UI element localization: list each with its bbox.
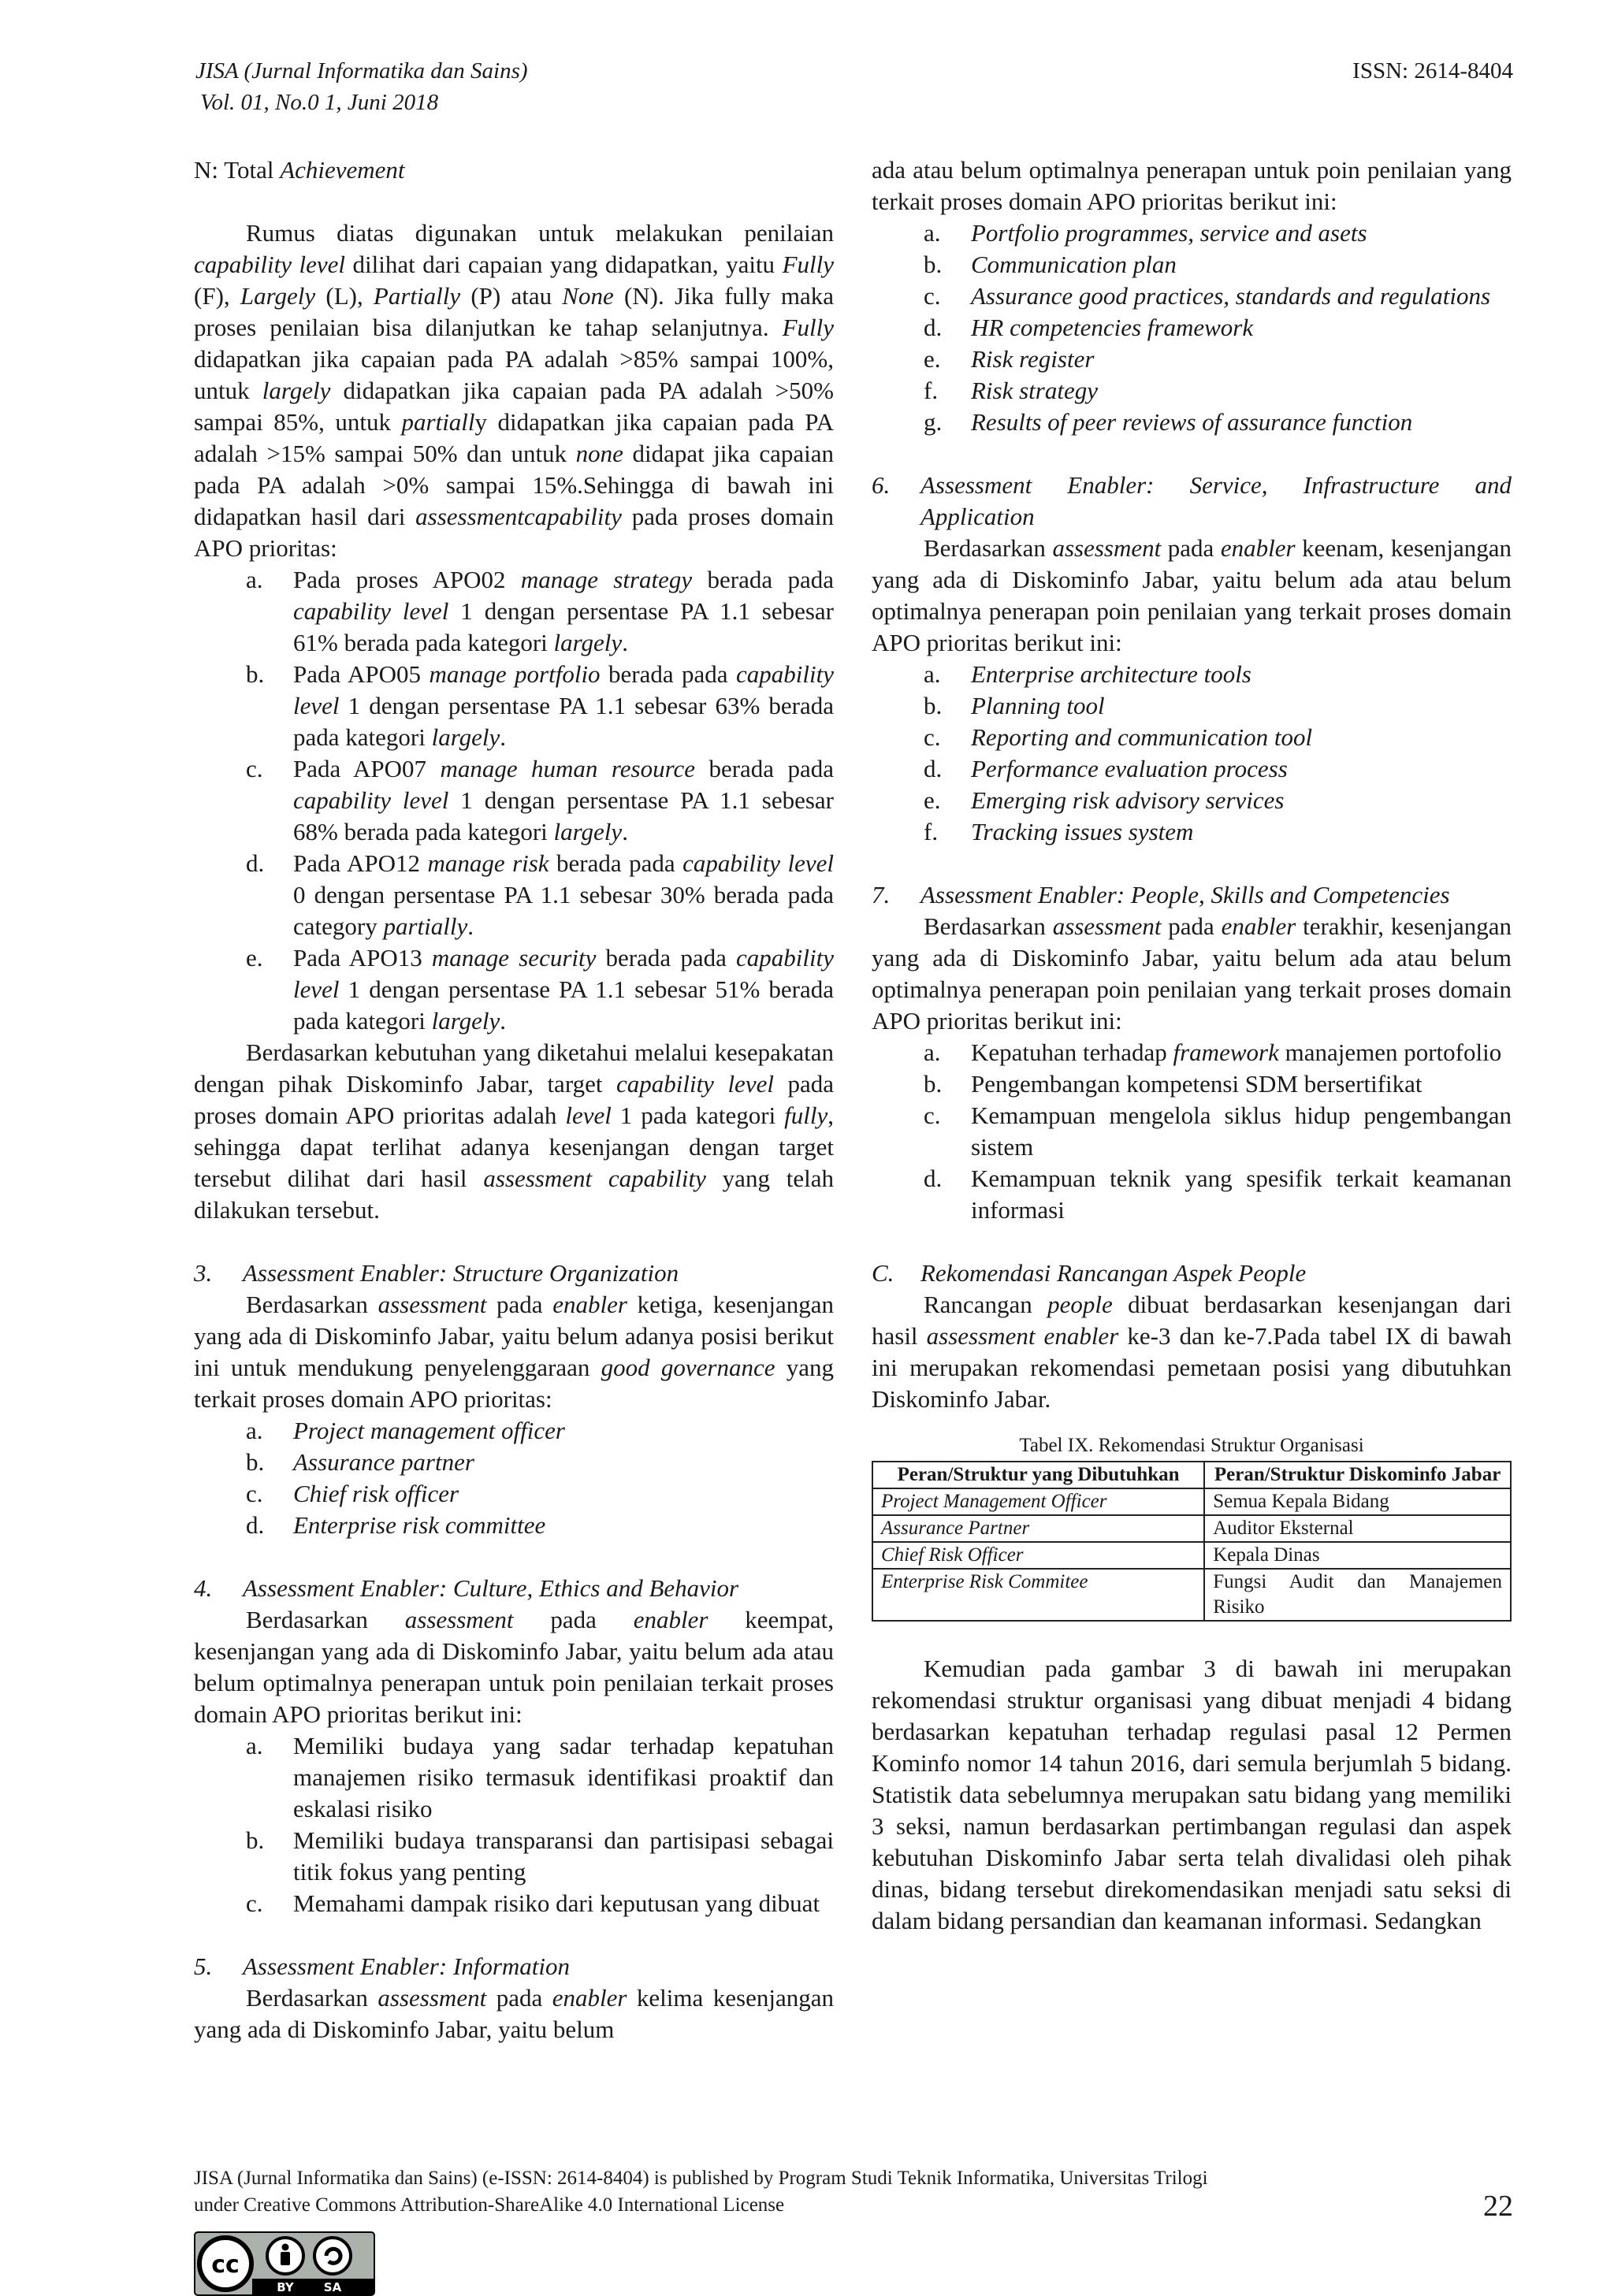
table-cell: Kepala Dinas — [1204, 1542, 1511, 1569]
italic-run: assessment — [404, 1606, 514, 1633]
list-item — [194, 848, 834, 942]
list-item — [194, 1730, 834, 1825]
journal-volume: Vol. 01, No.0 1, Juni 2018 — [200, 90, 439, 115]
italic-run: fully — [784, 1102, 828, 1129]
text-run: . — [622, 818, 628, 845]
journal-issn: ISSN: 2614-8404 — [1352, 58, 1513, 84]
right-column — [872, 154, 1512, 1937]
text-run: pada — [1161, 534, 1221, 562]
text-run: terakhir, kesenjangan yang ada di Diskominfo Jabar, yaitu belum ada atau belum optimalnya penerapan poin penilaian yang terkait proses domain APO prioritas berikut ini: — [872, 912, 1512, 1035]
footer-license: under Creative Commons Attribution-ShareAlike 4.0 International License — [194, 2194, 785, 2216]
italic-run: capability level — [615, 1070, 774, 1098]
list-marker: e. — [246, 944, 263, 972]
italic-run: framework — [1173, 1038, 1279, 1066]
table-cell: Auditor Eksternal — [1204, 1515, 1511, 1542]
text-run: Memiliki budaya transparansi dan partisipasi sebagai titik fokus yang penting — [293, 1826, 834, 1885]
table-row — [872, 1569, 1511, 1621]
list-item — [872, 344, 1512, 375]
section-heading: 6. Assessment Enabler: Service, Infrastructure and Application — [872, 471, 1512, 530]
italic-run: level — [565, 1102, 612, 1129]
journal-title: JISA (Jurnal Informatika dan Sains) — [195, 58, 528, 84]
text-run: Pada APO13 — [293, 944, 432, 972]
list-item — [872, 1037, 1512, 1068]
table-cell: Fungsi Audit dan Manajemen Risiko — [1204, 1569, 1511, 1621]
paragraph — [872, 911, 1512, 1037]
italic-run: Performance evaluation process — [971, 755, 1288, 782]
text-run: Berdasarkan kebutuhan yang diketahui melalui kesepakatan dengan pihak Diskominfo Jabar, target — [194, 1038, 834, 1098]
list-item — [194, 1447, 834, 1478]
table-row — [872, 1488, 1511, 1515]
cc-by-sa-license-icon[interactable] — [194, 2231, 375, 2296]
paragraph — [194, 1037, 834, 1226]
culture-list — [194, 1730, 834, 1919]
italic-run: manage human resource — [440, 755, 696, 782]
list-marker: b. — [924, 692, 943, 719]
text-run: Pada APO07 — [293, 755, 441, 782]
italic-run: assessment enabler — [926, 1322, 1119, 1350]
text-run: Memahami dampak risiko dari keputusan yang dibuat — [293, 1889, 820, 1917]
list-marker: d. — [246, 849, 265, 877]
italic-run: HR competencies framework — [971, 314, 1254, 341]
text-run: dilihat dari capaian yang didapatkan, yaitu — [344, 251, 783, 278]
paragraph — [194, 1604, 834, 1730]
list-marker: e. — [924, 786, 941, 814]
list-marker: d. — [924, 755, 943, 782]
structure-list — [194, 1415, 834, 1541]
italic-run: largely — [431, 1007, 500, 1035]
running-header-left — [195, 55, 528, 118]
text-run: . — [500, 1007, 507, 1035]
italic-run: None — [562, 282, 614, 310]
list-marker: b. — [246, 1448, 265, 1476]
text-run: Kemampuan mengelola siklus hidup pengembangan sistem — [971, 1102, 1512, 1161]
list-item — [872, 1163, 1512, 1226]
italic-run: Fully — [782, 314, 834, 341]
italic-run: partiall — [401, 408, 475, 436]
list-item — [194, 1888, 834, 1919]
text-run: 1 pada kategori — [611, 1102, 785, 1129]
text-run: (P) atau — [460, 282, 563, 310]
italic-run: people — [1047, 1291, 1113, 1318]
list-marker: c. — [246, 1480, 263, 1507]
italic-run: manage portfolio — [429, 660, 601, 688]
italic-run: Partially — [373, 282, 461, 310]
italic-run: assessment — [1052, 534, 1162, 562]
list-marker: d. — [246, 1511, 265, 1539]
italic-run: capability level — [293, 944, 834, 1003]
list-item — [194, 942, 834, 1037]
text-run: (F), — [194, 282, 240, 310]
cc-sa-label: SA — [323, 2280, 342, 2294]
italic-run: Assurance good practices, standards and regulations — [971, 282, 1491, 310]
person-icon-body — [281, 2252, 290, 2265]
table-row — [872, 1542, 1511, 1569]
italic-run: Planning tool — [971, 692, 1105, 719]
list-marker: c. — [246, 1889, 263, 1917]
list-item — [872, 816, 1512, 848]
list-item — [194, 564, 834, 659]
svg-text:cc: cc — [211, 2251, 240, 2279]
italic-run: Results of peer reviews of assurance function — [971, 408, 1413, 436]
text-run: ketiga, kesenjangan yang ada di Diskominfo Jabar, yaitu belum adanya posisi berikut ini untuk mendukung penyelenggaraan — [194, 1291, 834, 1381]
italic-run: capability level — [293, 660, 834, 719]
table-header: Peran/Struktur yang Dibutuhkan — [872, 1462, 1204, 1488]
italic-run: assessment — [1052, 912, 1162, 940]
italic-run: largely — [431, 723, 500, 751]
text-run: berada pada — [695, 755, 834, 782]
italic-run: enabler — [633, 1606, 708, 1633]
table-cell: Assurance Partner — [872, 1515, 1204, 1542]
apo-capability-list — [194, 564, 834, 1037]
text-run: y didapatkan jika capaian pada PA adalah >15% sampai 50% dan untuk — [194, 408, 834, 467]
text-run: Kemudian pada gambar 3 di bawah ini merupakan rekomendasi struktur organisasi yang dibuat menjadi 4 bidang berdasarkan kepatuhan terhadap regulasi pasal 12 Permen Kominfo nomor 14 tahun 2016, dari semula berjumlah 5 bidang. Statistik data sebelumnya merupakan satu bidang yang memiliki 3 seksi, namun berdasarkan pertimbangan regulasi dan aspek kebutuhan Diskominfo Jabar serta telah divalidasi oleh pihak dinas, bidang tersebut direkomendasikan menjadi satu seksi di dalam bidang persandian dan keamanan informasi. Sedangkan — [872, 1655, 1512, 1934]
left-column — [194, 154, 834, 2045]
table-header: Peran/Struktur Diskominfo Jabar — [1204, 1462, 1511, 1488]
paragraph — [194, 217, 834, 564]
table-cell: Semua Kepala Bidang — [1204, 1488, 1511, 1515]
table-cell: Project Management Officer — [872, 1488, 1204, 1515]
list-marker: a. — [924, 660, 941, 688]
text-run: didapatkan jika capaian pada PA adalah >50% sampai 85%, untuk — [194, 377, 834, 436]
table-cell: Enterprise Risk Commitee — [872, 1569, 1204, 1621]
italic-run: Project management officer — [293, 1417, 565, 1444]
text-run: pada — [486, 1984, 552, 2012]
list-item — [194, 659, 834, 753]
italic-run: enabler — [552, 1984, 627, 2012]
list-marker: b. — [924, 1070, 943, 1098]
italic-run: Communication plan — [971, 251, 1177, 278]
list-item — [872, 407, 1512, 438]
italic-run: Enterprise risk committee — [293, 1511, 546, 1539]
italic-run: assessment — [377, 1984, 487, 2012]
text-run: Berdasarkan — [924, 912, 1053, 940]
text-run: . — [622, 629, 628, 656]
italic-run: assessment — [377, 1291, 487, 1318]
text-run: didapatkan jika capaian pada PA adalah >85% sampai 100%, untuk — [194, 345, 834, 404]
person-icon-head — [282, 2244, 289, 2251]
text-run: pada proses domain APO prioritas: — [194, 503, 834, 562]
table-caption: Tabel IX. Rekomendasi Struktur Organisasi — [1019, 1435, 1364, 1456]
text-run: Berdasarkan — [246, 1984, 378, 2012]
text-run: 1 dengan persentase PA 1.1 sebesar 68% berada pada kategori — [293, 786, 834, 845]
text-run: Kepatuhan terhadap — [971, 1038, 1173, 1066]
italic-run: largely — [553, 629, 623, 656]
text-run: Pada APO12 — [293, 849, 428, 877]
italic-run: capability level — [293, 786, 449, 814]
paragraph — [872, 1653, 1512, 1937]
italic-run: largely — [262, 377, 331, 404]
text-run: Rancangan — [924, 1291, 1048, 1318]
list-item — [872, 690, 1512, 722]
text-run: (N). Jika fully maka proses penilaian bisa dilanjutkan ke tahap selanjutnya. — [194, 282, 834, 341]
italic-run: enabler — [1221, 912, 1296, 940]
italic-run: none — [575, 440, 623, 467]
italic-run: capability level — [293, 597, 449, 625]
service-list — [872, 659, 1512, 848]
list-item — [872, 249, 1512, 280]
text-run: berada pada — [692, 566, 834, 593]
paragraph — [194, 1289, 834, 1415]
list-item — [872, 312, 1512, 344]
list-marker: d. — [924, 314, 943, 341]
list-item — [194, 1478, 834, 1510]
cc-by-label: BY — [277, 2280, 294, 2294]
text-run: . — [467, 912, 474, 940]
text-run: (L), — [315, 282, 374, 310]
text-run: Memiliki budaya yang sadar terhadap kepatuhan manajemen risiko termasuk identifikasi proaktif dan eskalasi risiko — [293, 1732, 834, 1822]
n-definition: N: Total Achievement — [194, 156, 405, 184]
italic-run: Portfolio programmes, service and asets — [971, 219, 1367, 247]
text-run: Pengembangan kompetensi SDM bersertifikat — [971, 1070, 1422, 1098]
text-run: Kemampuan teknik yang spesifik terkait keamanan informasi — [971, 1165, 1512, 1224]
page-footer — [194, 2165, 1376, 2219]
text-run: ada atau belum optimalnya penerapan untuk poin penilaian yang terkait proses domain APO prioritas berikut ini: — [872, 156, 1512, 215]
italic-run: assessment capability — [483, 1165, 706, 1192]
list-item — [872, 753, 1512, 785]
text-run: Rumus diatas digunakan untuk melakukan penilaian — [246, 219, 834, 247]
list-marker: b. — [924, 251, 943, 278]
italic-run: partially — [383, 912, 468, 940]
italic-run: Assurance partner — [293, 1448, 474, 1476]
list-item — [872, 217, 1512, 249]
italic-run: manage risk — [427, 849, 549, 877]
text-run: yang terkait proses domain APO prioritas: — [194, 1354, 834, 1413]
text-run: didapat jika capaian pada PA adalah >0% sampai 15%.Sehingga di bawah ini didapatkan hasil dari — [194, 440, 834, 530]
text-run: Berdasarkan — [246, 1606, 405, 1633]
text-run: Berdasarkan — [924, 534, 1053, 562]
italic-run: Risk strategy — [971, 377, 1098, 404]
list-marker: c. — [924, 282, 941, 310]
list-marker: f. — [924, 818, 939, 845]
list-marker: g. — [924, 408, 943, 436]
section-heading: 3. Assessment Enabler: Structure Organization — [194, 1259, 679, 1287]
list-marker: a. — [246, 1732, 263, 1759]
text-run: pada proses domain APO prioritas adalah — [194, 1070, 834, 1129]
text-run: , sehingga dapat terlihat adanya kesenjangan dengan target tersebut dilihat dari hasil — [194, 1102, 834, 1192]
list-marker: c. — [924, 1102, 941, 1129]
italic-run: Emerging risk advisory services — [971, 786, 1285, 814]
text-run: pada — [513, 1606, 634, 1633]
text-run: . — [500, 723, 507, 751]
list-item — [194, 1825, 834, 1888]
text-run: Berdasarkan — [246, 1291, 378, 1318]
text-run: berada pada — [596, 944, 737, 972]
italic-run: Risk register — [971, 345, 1095, 373]
italic-run: Fully — [782, 251, 834, 278]
text-run: 1 dengan persentase PA 1.1 sebesar 51% berada pada kategori — [293, 975, 834, 1035]
italic-run: manage strategy — [520, 566, 693, 593]
information-list — [872, 217, 1512, 438]
italic-run: enabler — [1220, 534, 1296, 562]
structure-table — [872, 1461, 1512, 1622]
paragraph — [872, 1289, 1512, 1415]
text-run: Pada APO05 — [293, 660, 430, 688]
italic-run: Tracking issues system — [971, 818, 1194, 845]
section-heading: C. Rekomendasi Rancangan Aspek People — [872, 1259, 1307, 1287]
footer-publisher: JISA (Jurnal Informatika dan Sains) (e-ISSN: 2614-8404) is published by Program Studi Teknik Informatika, Universitas Trilogi — [194, 2168, 1208, 2189]
italic-run: enabler — [552, 1291, 627, 1318]
people-list — [872, 1037, 1512, 1226]
table-cell: Chief Risk Officer — [872, 1542, 1204, 1569]
list-marker: d. — [924, 1165, 943, 1192]
italic-run: capability level — [682, 849, 834, 877]
paragraph — [194, 1982, 834, 2045]
text-run: yang telah dilakukan tersebut. — [194, 1165, 834, 1224]
page-number: 22 — [1483, 2190, 1513, 2223]
list-item — [872, 280, 1512, 312]
list-item — [194, 1510, 834, 1541]
list-item — [872, 1068, 1512, 1100]
italic-run: Enterprise architecture tools — [971, 660, 1251, 688]
paragraph — [872, 533, 1512, 659]
italic-run: good governance — [601, 1354, 775, 1381]
section-heading: 4. Assessment Enabler: Culture, Ethics and Behavior — [194, 1574, 739, 1602]
text-run: pada — [1161, 912, 1222, 940]
text-run: dibuat berdasarkan kesenjangan dari hasil — [872, 1291, 1512, 1350]
list-marker: a. — [246, 566, 263, 593]
list-marker: a. — [246, 1417, 263, 1444]
text-run: Pada proses APO02 — [293, 566, 521, 593]
list-marker: c. — [246, 755, 263, 782]
italic-run: capability level — [194, 251, 345, 278]
text-run: keempat, kesenjangan yang ada di Diskominfo Jabar, yaitu belum ada atau belum optimalnya penerapan untuk poin penilaian terkait proses domain APO prioritas berikut ini: — [194, 1606, 834, 1728]
text-run: berada pada — [549, 849, 683, 877]
list-marker: e. — [924, 345, 941, 373]
section-heading: 7. Assessment Enabler: People, Skills and Competencies — [872, 881, 1450, 908]
list-item — [872, 1100, 1512, 1163]
text-run: 0 dengan persentase PA 1.1 sebesar 30% berada pada category — [293, 881, 834, 940]
section-heading: 5. Assessment Enabler: Information — [194, 1952, 571, 1980]
list-item — [872, 659, 1512, 690]
paragraph — [872, 154, 1512, 217]
list-item — [194, 1415, 834, 1447]
list-item — [194, 753, 834, 848]
list-marker: a. — [924, 1038, 941, 1066]
text-run: keenam, kesenjangan yang ada di Diskominfo Jabar, yaitu belum ada atau belum optimalnya penerapan poin penilaian yang terkait proses domain APO prioritas berikut ini: — [872, 534, 1512, 656]
italic-run: manage security — [431, 944, 597, 972]
table-row — [872, 1515, 1511, 1542]
italic-run: Chief risk officer — [293, 1480, 459, 1507]
text-run: 1 dengan persentase PA 1.1 sebesar 61% berada pada kategori — [293, 597, 834, 656]
list-marker: b. — [246, 1826, 265, 1854]
italic-run: largely — [553, 818, 623, 845]
text-run: manajemen portofolio — [1278, 1038, 1502, 1066]
list-marker: b. — [246, 660, 265, 688]
text-run: berada pada — [600, 660, 737, 688]
italic-run: assessmentcapability — [415, 503, 622, 530]
list-item — [872, 722, 1512, 753]
list-marker: a. — [924, 219, 941, 247]
text-run: 1 dengan persentase PA 1.1 sebesar 63% berada pada kategori — [293, 692, 834, 751]
text-run: kelima kesenjangan yang ada di Diskominfo Jabar, yaitu belum — [194, 1984, 834, 2043]
list-item — [872, 785, 1512, 816]
list-marker: f. — [924, 377, 939, 404]
italic-run: Largely — [240, 282, 316, 310]
text-run: pada — [486, 1291, 553, 1318]
text-run: ke-3 dan ke-7.Pada tabel IX di bawah ini merupakan rekomendasi pemetaan posisi yang dibutuhkan Diskominfo Jabar. — [872, 1322, 1512, 1413]
italic-run: Reporting and communication tool — [971, 723, 1313, 751]
list-item — [872, 375, 1512, 407]
list-marker: c. — [924, 723, 941, 751]
